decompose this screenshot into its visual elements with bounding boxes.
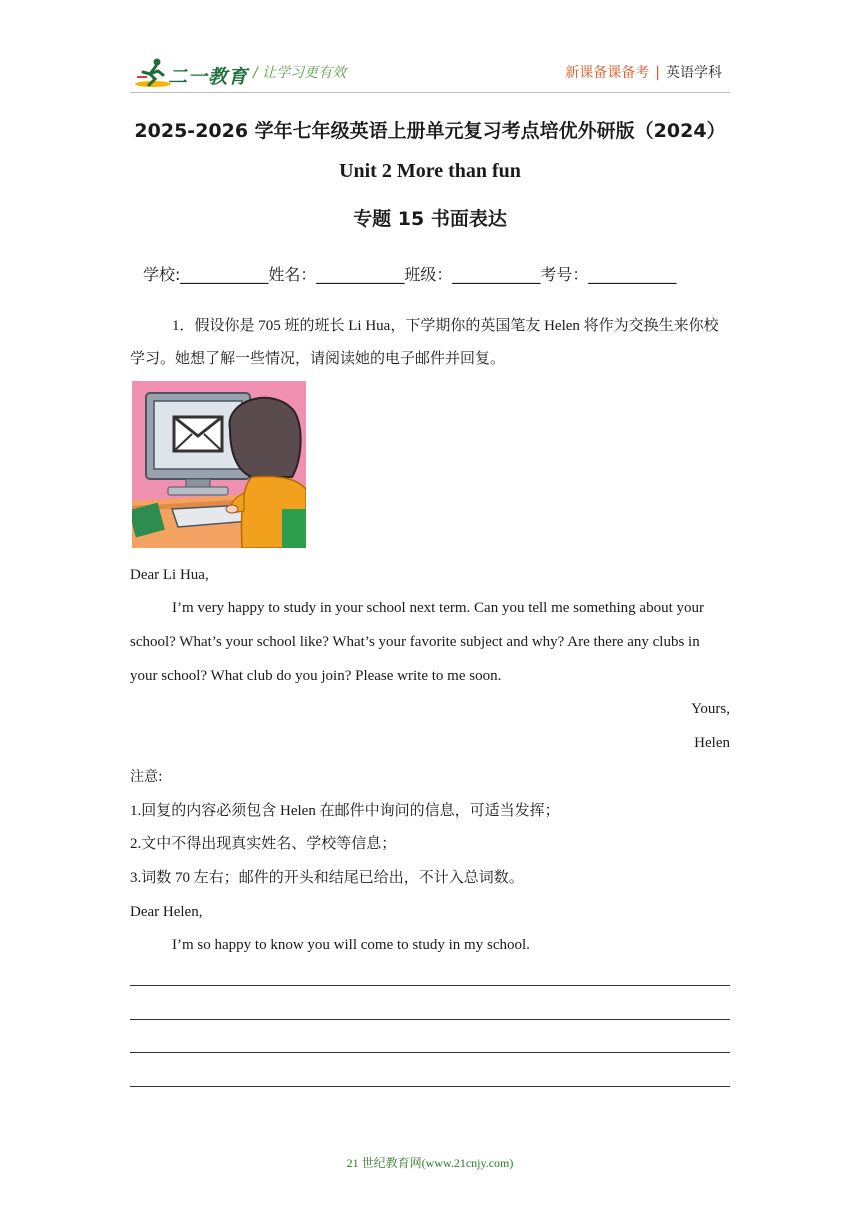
- letter-greeting: Dear Li Hua,: [130, 567, 209, 583]
- header-tag: 新课备课备考: [565, 65, 650, 81]
- note-item-2: 2.文中不得出现真实姓名、学校等信息；: [130, 836, 397, 852]
- letter-body-line3: your school? What club do you join? Please write to me soon.: [130, 668, 502, 684]
- page-header: [0, 0, 860, 100]
- reply-opening: I’m so happy to know you will come to study in my school.: [172, 937, 530, 953]
- answer-line[interactable]: [130, 985, 730, 986]
- logo-wordmark: 二一教育: [168, 67, 249, 88]
- answer-line[interactable]: [130, 1019, 730, 1020]
- student-info-line: 学校:___________姓名：___________班级：___________考号：___________: [143, 265, 677, 284]
- header-separator: |: [655, 65, 660, 81]
- header-tags: [565, 62, 722, 82]
- note-item-3: 3.词数 70 左右；邮件的开头和结尾已给出，不计入总词数。: [130, 870, 524, 886]
- question-text-line2: 学习。她想了解一些情况，请阅读她的电子邮件并回复。: [130, 351, 506, 367]
- question-text-line1: 1．假设你是 705 班的班长 Li Hua，下学期你的英国笔友 Helen 将作为交换生来你校: [172, 318, 719, 334]
- letter-body-line2: school? What’s your school like? What’s your favorite subject and why? Are there any clubs in: [130, 634, 700, 650]
- header-subject: 英语学科: [666, 65, 722, 81]
- letter-signature: Helen: [694, 735, 730, 751]
- page-title: 2025-2026 学年七年级英语上册单元复习考点培优外研版（2024）: [134, 120, 726, 142]
- answer-line[interactable]: [130, 1086, 730, 1087]
- email-envelope-icon: [174, 417, 222, 451]
- header-divider: [130, 92, 730, 93]
- reply-greeting: Dear Helen,: [130, 904, 203, 920]
- note-item-1: 1.回复的内容必须包含 Helen 在邮件中询问的信息，可适当发挥；: [130, 803, 560, 819]
- answer-line[interactable]: [130, 1052, 730, 1053]
- notes-label: 注意:: [130, 769, 163, 785]
- email-illustration: [132, 381, 306, 548]
- page-footer: 21 世纪教育网(www.21cnjy.com): [346, 1156, 514, 1170]
- header-slogan: / 让学习更有效: [253, 65, 347, 81]
- unit-title: Unit 2 More than fun: [339, 160, 521, 182]
- topic-title: 专题 15 书面表达: [353, 208, 507, 230]
- letter-closing: Yours,: [691, 701, 730, 717]
- letter-body-line1: I’m very happy to study in your school next term. Can you tell me something about your: [172, 600, 704, 616]
